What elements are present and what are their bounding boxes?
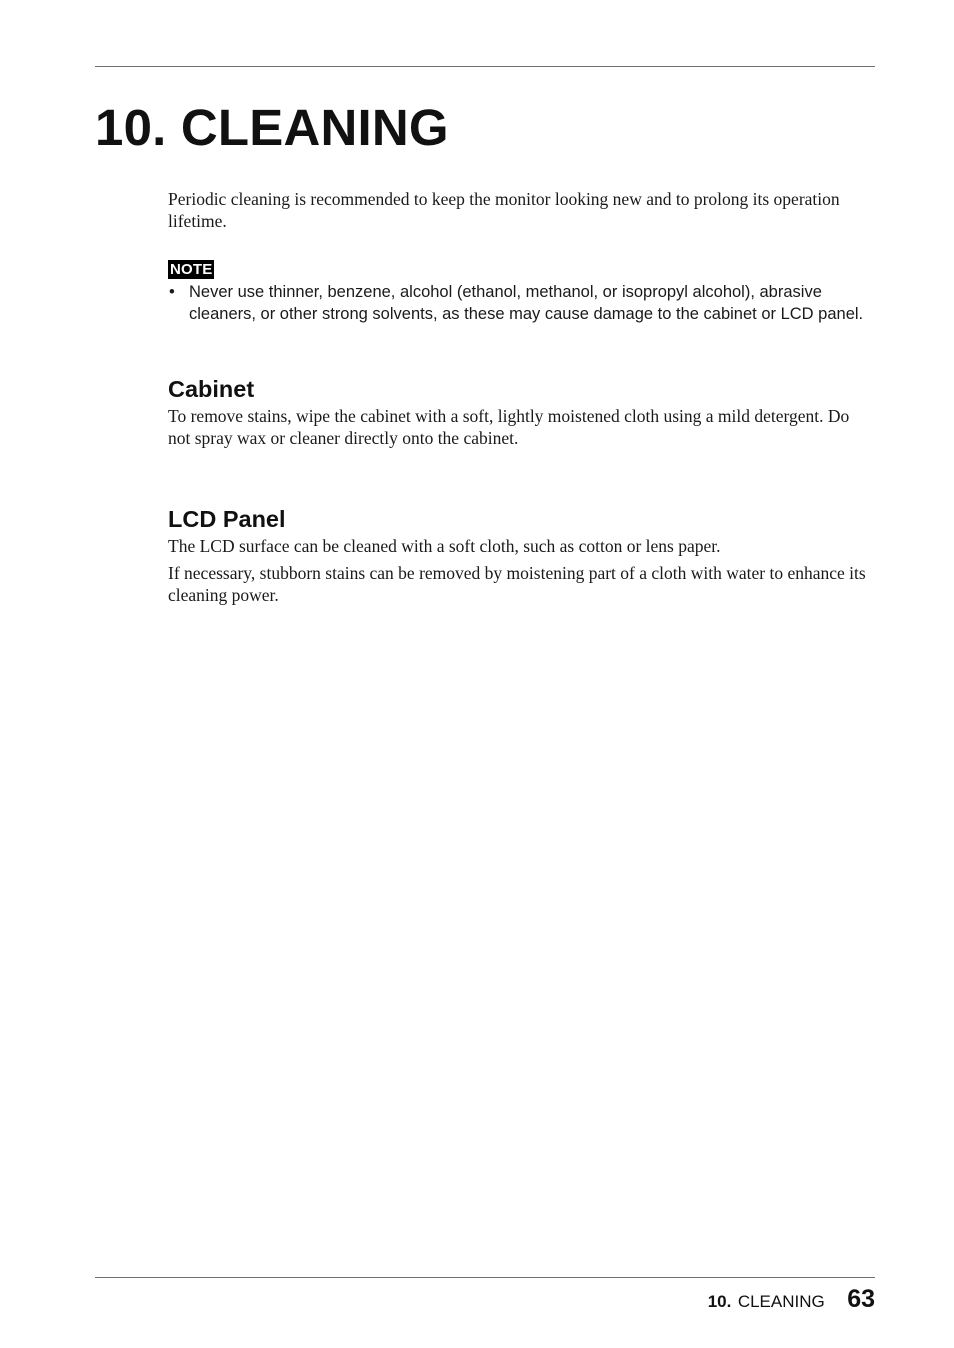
- main-content: [168, 188, 876, 606]
- lcd-panel-paragraph: If necessary, stubborn stains can be removed by moistening part of a cloth with water to enhance its cleaning power.: [168, 563, 866, 605]
- intro-paragraph: Periodic cleaning is recommended to keep the monitor looking new and to prolong its operation lifetime.: [168, 189, 840, 231]
- note-badge: NOTE: [170, 261, 213, 278]
- footer-chapter-number: 10.: [707, 1292, 732, 1311]
- lcd-panel-paragraph: The LCD surface can be cleaned with a soft cloth, such as cotton or lens paper.: [168, 536, 721, 556]
- section-heading-lcd-panel: LCD Panel: [168, 506, 286, 532]
- bullet-icon: •: [169, 283, 175, 301]
- note-item-text: Never use thinner, benzene, alcohol (ethanol, methanol, or isopropyl alcohol), abrasive cleaners, or other strong solvents, as these may cause damage to the cabinet or LCD panel.: [189, 283, 864, 323]
- cabinet-paragraph: To remove stains, wipe the cabinet with a soft, lightly moistened cloth using a mild detergent. Do not spray wax or cleaner directly onto the cabinet.: [168, 406, 850, 448]
- page-footer: [708, 1285, 875, 1314]
- note-box: [168, 232, 876, 325]
- footer-rule: [95, 1277, 875, 1278]
- header-rule: [95, 66, 875, 67]
- page-number: 63: [847, 1285, 875, 1313]
- note-item: [168, 282, 876, 325]
- chapter-title: 10. CLEANING: [95, 99, 449, 156]
- section-heading-cabinet: Cabinet: [168, 376, 255, 402]
- note-list: [168, 282, 876, 325]
- footer-chapter-name: CLEANING: [737, 1292, 825, 1311]
